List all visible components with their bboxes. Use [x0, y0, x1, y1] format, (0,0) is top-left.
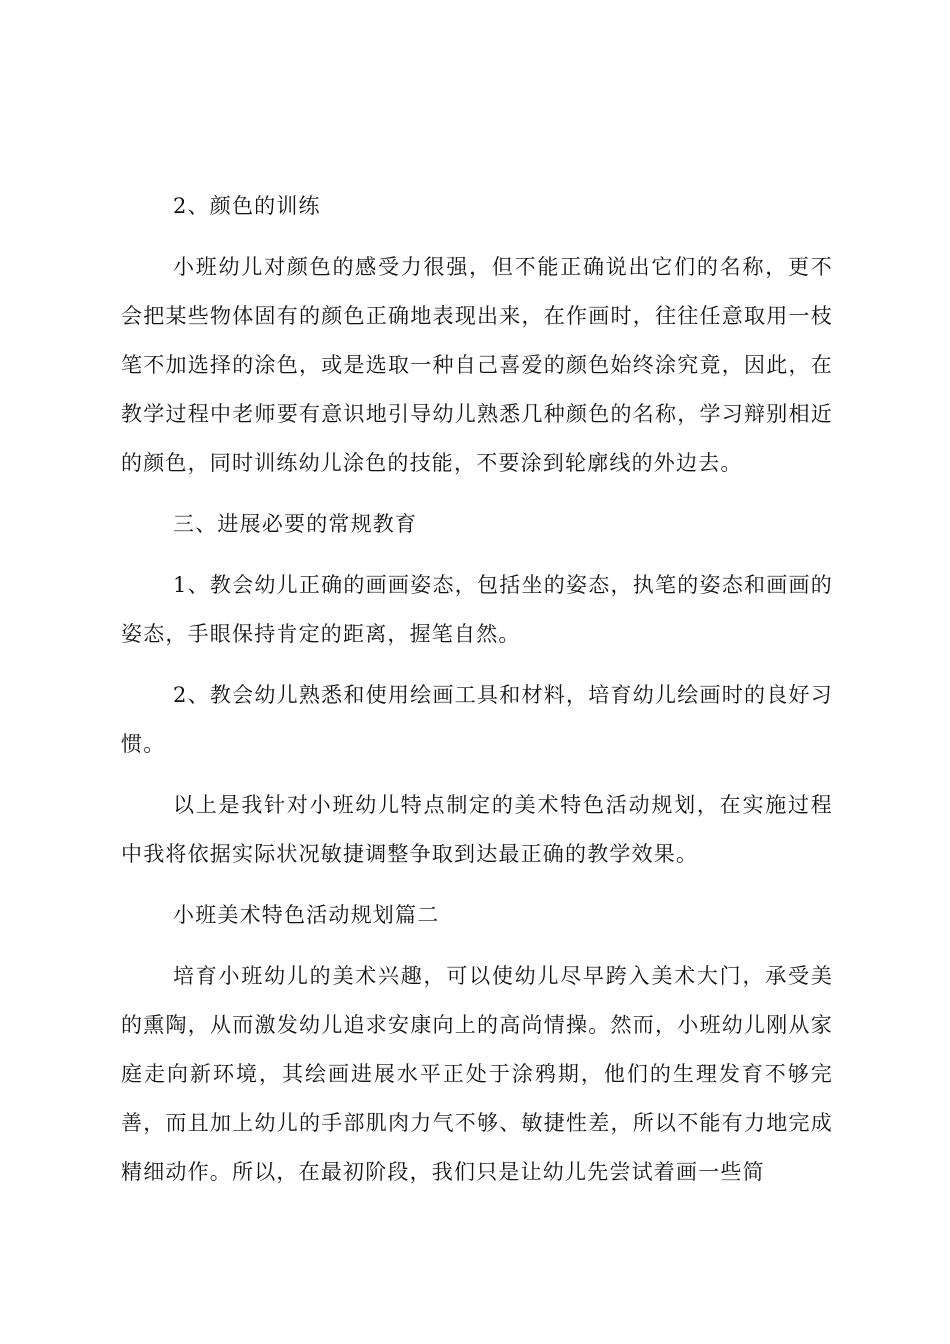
- paragraph-color-training: 小班幼儿对颜色的感受力很强，但不能正确说出它们的名称，更不会把某些物体固有的颜色正确地表现出来，在作画时，往往任意取用一枝笔不加选择的涂色，或是选取一种自己喜爱的颜色始终涂究竟，因此，在教学过程中老师要有意识地引导幼儿熟悉几种颜色的名称，学习辩别相近的颜色，同时训练幼儿涂色的技能，不要涂到轮廓线的外边去。: [121, 255, 833, 475]
- paragraph-drawing-posture: 1、教会幼儿正确的画画姿态，包括坐的姿态，执笔的姿态和画画的姿态，手眼保持肯定的距离，握笔自然。: [121, 573, 833, 646]
- section-heading-routine-education: 三、进展必要的常规教育: [173, 512, 418, 536]
- document-body: [121, 182, 833, 1209]
- section-heading-plan-two: 小班美术特色活动规划篇二: [173, 903, 440, 927]
- paragraph-summary: 以上是我针对小班幼儿特点制定的美术特色活动规划，在实施过程中我将依据实际状况敏捷调整争取到达最正确的教学效果。: [121, 793, 833, 866]
- paragraph-drawing-tools: 2、教会幼儿熟悉和使用绘画工具和材料，培育幼儿绘画时的良好习惯。: [121, 683, 833, 756]
- paragraph-plan-two-intro: 培育小班幼儿的美术兴趣，可以使幼儿尽早跨入美术大门，承受美的熏陶，从而激发幼儿追求安康向上的高尚情操。然而，小班幼儿刚从家庭走向新环境，其绘画进展水平正处于涂鸦期，他们的生理发育不够完善，而且加上幼儿的手部肌肉力气不够、敏捷性差，所以不能有力地完成精细动作。所以，在最初阶段，我们只是让幼儿先尝试着画一些简: [121, 964, 833, 1184]
- section-heading-color-training: 2、颜色的训练: [173, 194, 321, 218]
